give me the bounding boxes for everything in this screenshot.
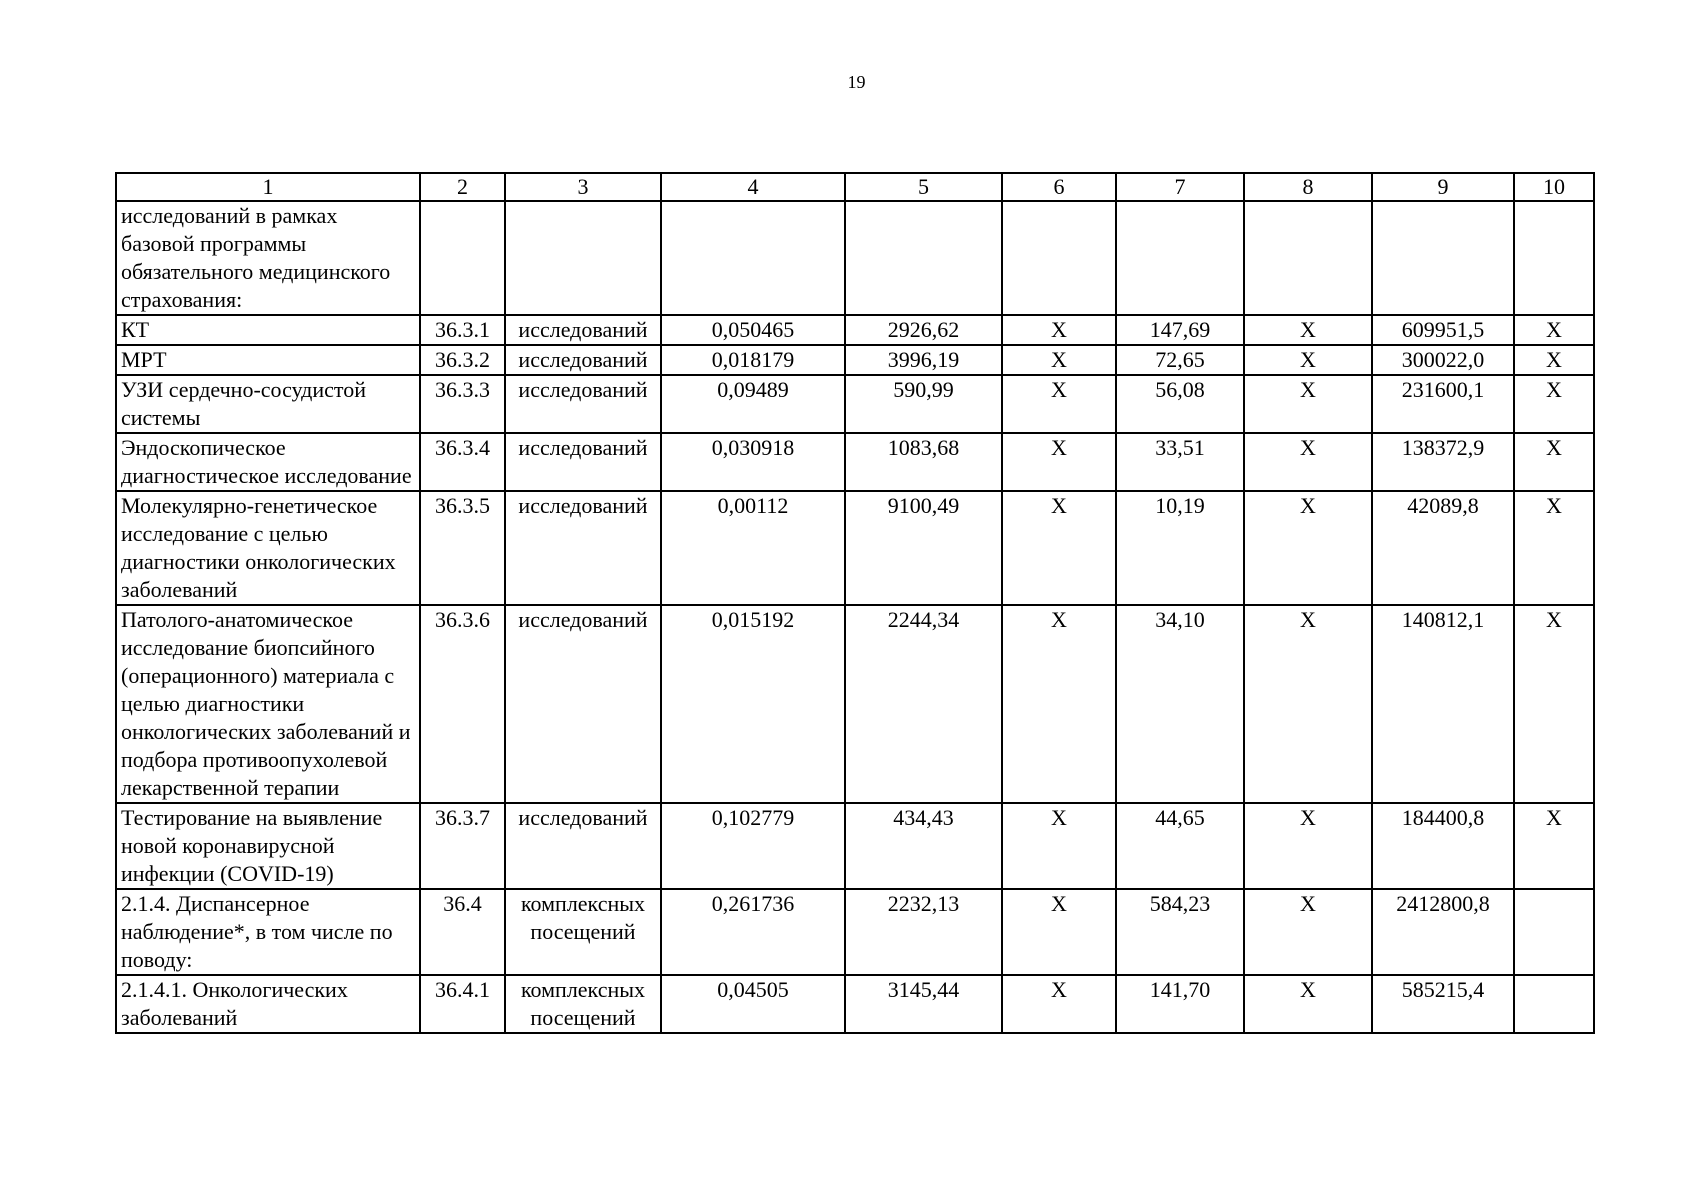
row-label-cell: 2.1.4. Диспансерное наблюдение*, в том числе по поводу: [116, 889, 420, 975]
data-table [115, 172, 1595, 1034]
value-cell: Х [1244, 491, 1372, 605]
value-cell: 42089,8 [1372, 491, 1514, 605]
row-label-cell: Тестирование на выявление новой коронавирусной инфекции (COVID-19) [116, 803, 420, 889]
value-cell: 434,43 [845, 803, 1002, 889]
value-cell: Х [1002, 345, 1116, 375]
value-cell: 33,51 [1116, 433, 1244, 491]
value-cell: Х [1002, 315, 1116, 345]
value-cell: 34,10 [1116, 605, 1244, 803]
value-cell: 1083,68 [845, 433, 1002, 491]
value-cell: Х [1514, 491, 1594, 605]
value-cell: 2926,62 [845, 315, 1002, 345]
row-label-cell: Патолого-анатомическое исследование биопсийного (операционного) материала с целью диагностики онкологических заболеваний и подбора противоопухолевой лекарственной терапии [116, 605, 420, 803]
unit-cell: исследований [505, 803, 661, 889]
unit-cell: исследований [505, 375, 661, 433]
table-row [116, 433, 1594, 491]
unit-cell: исследований [505, 433, 661, 491]
value-cell: 0,261736 [661, 889, 845, 975]
value-cell: 3145,44 [845, 975, 1002, 1033]
column-header: 1 [116, 173, 420, 201]
page-number: 19 [847, 72, 866, 92]
row-code-cell: 36.3.6 [420, 605, 505, 803]
value-cell: Х [1244, 605, 1372, 803]
value-cell: 0,102779 [661, 803, 845, 889]
value-cell [1514, 201, 1594, 315]
row-code-cell: 36.3.7 [420, 803, 505, 889]
value-cell: 609951,5 [1372, 315, 1514, 345]
value-cell: 56,08 [1116, 375, 1244, 433]
value-cell [1002, 201, 1116, 315]
value-cell: Х [1514, 315, 1594, 345]
value-cell: 590,99 [845, 375, 1002, 433]
value-cell: 3996,19 [845, 345, 1002, 375]
value-cell: Х [1244, 345, 1372, 375]
unit-cell: исследований [505, 491, 661, 605]
value-cell [1514, 975, 1594, 1033]
table-row [116, 201, 1594, 315]
value-cell: Х [1002, 889, 1116, 975]
value-cell: Х [1002, 375, 1116, 433]
value-cell: Х [1514, 803, 1594, 889]
value-cell [1244, 201, 1372, 315]
value-cell: Х [1514, 375, 1594, 433]
column-header: 8 [1244, 173, 1372, 201]
value-cell: 44,65 [1116, 803, 1244, 889]
row-label-cell: 2.1.4.1. Онкологических заболеваний [116, 975, 420, 1033]
table-row [116, 375, 1594, 433]
row-label-cell: Молекулярно-генетическое исследование с целью диагностики онкологических заболеваний [116, 491, 420, 605]
value-cell: 147,69 [1116, 315, 1244, 345]
value-cell: Х [1002, 803, 1116, 889]
row-label-cell: исследований в рамках базовой программы обязательного медицинского страхования: [116, 201, 420, 315]
unit-cell: комплексных посещений [505, 889, 661, 975]
unit-cell: исследований [505, 605, 661, 803]
row-code-cell: 36.3.5 [420, 491, 505, 605]
value-cell [845, 201, 1002, 315]
row-label-cell: Эндоскопическое диагностическое исследование [116, 433, 420, 491]
value-cell: Х [1002, 975, 1116, 1033]
column-header: 9 [1372, 173, 1514, 201]
table-row [116, 491, 1594, 605]
value-cell: 0,018179 [661, 345, 845, 375]
value-cell: Х [1244, 315, 1372, 345]
value-cell: Х [1514, 433, 1594, 491]
value-cell: 0,00112 [661, 491, 845, 605]
value-cell: 0,09489 [661, 375, 845, 433]
value-cell: Х [1244, 975, 1372, 1033]
value-cell [1514, 889, 1594, 975]
value-cell [1116, 201, 1244, 315]
table-row [116, 315, 1594, 345]
value-cell: Х [1244, 375, 1372, 433]
table-row [116, 975, 1594, 1033]
unit-cell: комплексных посещений [505, 975, 661, 1033]
row-code-cell: 36.4.1 [420, 975, 505, 1033]
column-header: 2 [420, 173, 505, 201]
table-row [116, 803, 1594, 889]
row-label-cell: УЗИ сердечно-сосудистой системы [116, 375, 420, 433]
value-cell: Х [1002, 491, 1116, 605]
row-code-cell: 36.4 [420, 889, 505, 975]
value-cell: Х [1514, 605, 1594, 803]
row-code-cell: 36.3.4 [420, 433, 505, 491]
value-cell: 0,030918 [661, 433, 845, 491]
unit-cell: исследований [505, 315, 661, 345]
value-cell: 10,19 [1116, 491, 1244, 605]
table-header-row [116, 173, 1594, 201]
value-cell: 2412800,8 [1372, 889, 1514, 975]
value-cell: Х [1514, 345, 1594, 375]
row-code-cell: 36.3.1 [420, 315, 505, 345]
row-code-cell: 36.3.2 [420, 345, 505, 375]
value-cell: Х [1244, 803, 1372, 889]
value-cell: Х [1002, 433, 1116, 491]
value-cell: 231600,1 [1372, 375, 1514, 433]
row-label-cell: МРТ [116, 345, 420, 375]
unit-cell: исследований [505, 345, 661, 375]
value-cell: Х [1002, 605, 1116, 803]
value-cell: 138372,9 [1372, 433, 1514, 491]
value-cell: 141,70 [1116, 975, 1244, 1033]
table-row [116, 605, 1594, 803]
row-code-cell: 36.3.3 [420, 375, 505, 433]
value-cell: 140812,1 [1372, 605, 1514, 803]
value-cell: 9100,49 [845, 491, 1002, 605]
column-header: 6 [1002, 173, 1116, 201]
column-header: 3 [505, 173, 661, 201]
value-cell: 184400,8 [1372, 803, 1514, 889]
column-header: 10 [1514, 173, 1594, 201]
value-cell: 2244,34 [845, 605, 1002, 803]
unit-cell [505, 201, 661, 315]
table-row [116, 889, 1594, 975]
value-cell [661, 201, 845, 315]
value-cell: 0,050465 [661, 315, 845, 345]
column-header: 7 [1116, 173, 1244, 201]
value-cell: 0,015192 [661, 605, 845, 803]
value-cell: 584,23 [1116, 889, 1244, 975]
value-cell: 585215,4 [1372, 975, 1514, 1033]
row-label-cell: КТ [116, 315, 420, 345]
value-cell: 300022,0 [1372, 345, 1514, 375]
value-cell: 2232,13 [845, 889, 1002, 975]
value-cell: 72,65 [1116, 345, 1244, 375]
column-header: 5 [845, 173, 1002, 201]
value-cell: Х [1244, 889, 1372, 975]
value-cell [1372, 201, 1514, 315]
row-code-cell [420, 201, 505, 315]
value-cell: 0,04505 [661, 975, 845, 1033]
value-cell: Х [1244, 433, 1372, 491]
column-header: 4 [661, 173, 845, 201]
table-row [116, 345, 1594, 375]
